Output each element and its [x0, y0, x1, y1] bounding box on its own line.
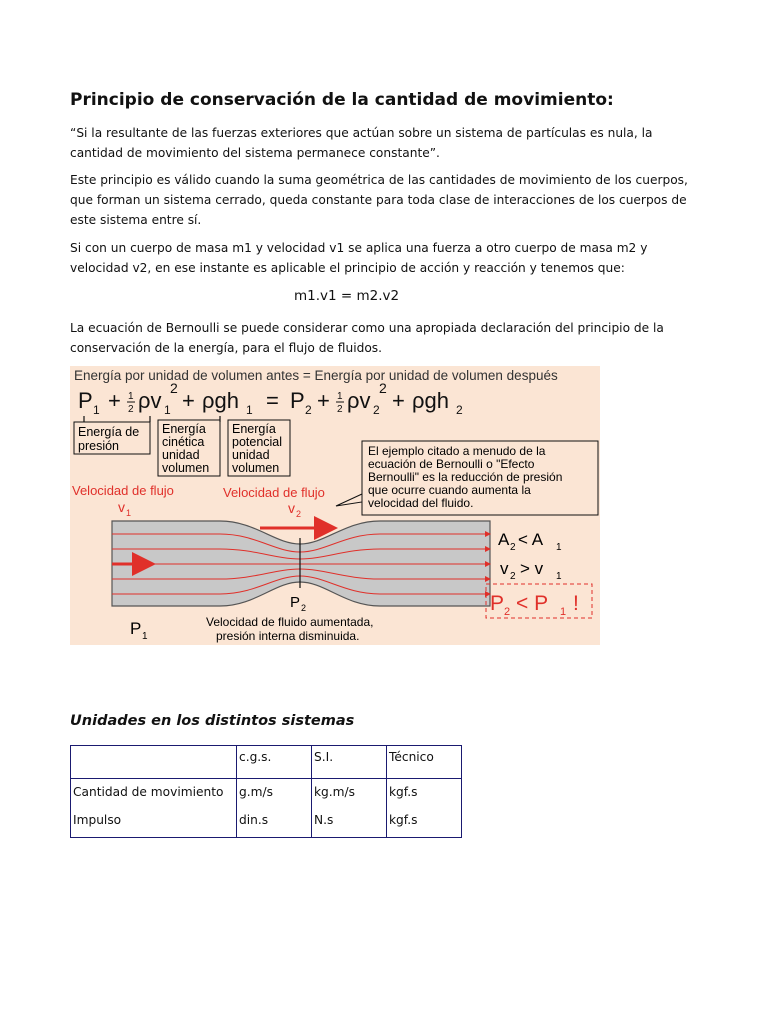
svg-text:1: 1 [560, 606, 567, 618]
table-header-cell [71, 746, 237, 779]
paragraph-quote: “Si la resultante de las fuerzas exteriores que actúan sobre un sistema de partículas es nula, la cantidad de movimiento del sistema permanece constante”. [70, 126, 653, 160]
svg-text:ρgh: ρgh [202, 388, 239, 413]
table-cell: kgf.s [389, 785, 418, 799]
svg-text:2: 2 [510, 571, 516, 582]
svg-text:1: 1 [93, 403, 100, 417]
table-header-cell: c.g.s. [237, 746, 312, 779]
note-l2: ecuación de Bernoulli o "Efecto [368, 457, 535, 471]
svg-text:1: 1 [556, 542, 562, 553]
box-pressure-l1: Energía de [78, 425, 140, 439]
figure-header: Energía por unidad de volumen antes = Energía por unidad de volumen después [74, 368, 558, 383]
paragraph-bernoulli: La ecuación de Bernoulli se puede considerar como una apropiada declaración del principio de la conservación de la energía, para el flujo de fluidos. [70, 321, 664, 355]
table-cell: kg.m/s [312, 779, 387, 810]
table-header-cell: Técnico [387, 746, 462, 779]
svg-text:1: 1 [164, 403, 171, 417]
svg-text:< P: < P [516, 592, 549, 615]
table-cell: N.s [312, 809, 387, 838]
svg-text:+: + [317, 388, 330, 413]
flow-label-left: Velocidad de flujo [72, 483, 174, 498]
table-cell: kgf.s [389, 813, 418, 827]
svg-text:1: 1 [246, 403, 253, 417]
svg-text:2: 2 [170, 380, 178, 396]
svg-text:v: v [118, 499, 125, 515]
table-row [71, 809, 462, 838]
bernoulli-figure [70, 366, 600, 645]
table-header-cell: S.I. [312, 746, 387, 779]
box-kinetic-l1: Energía [162, 422, 206, 436]
svg-text:P: P [130, 619, 142, 638]
svg-text:1: 1 [126, 508, 132, 518]
table-cell: Impulso [71, 809, 237, 838]
svg-text:v: v [500, 559, 509, 578]
caption-l2: presión interna disminuida. [216, 629, 360, 643]
note-l5: velocidad del fluido. [368, 496, 474, 510]
table-row [71, 779, 462, 810]
note-l4: que ocurre cuando aumenta la [368, 483, 531, 497]
svg-text:P: P [78, 388, 93, 413]
paragraph-action-reaction: Si con un cuerpo de masa m1 y velocidad v1 se aplica una fuerza a otro cuerpo de masa m2 y velocidad v2, en ese instante es aplicable el principio de acción y reacción y tenemos que: [70, 241, 648, 275]
svg-text:=: = [266, 388, 279, 413]
momentum-equation: m1.v1 = m2.v2 [294, 288, 400, 304]
svg-text:+: + [108, 388, 121, 413]
note-l1: El ejemplo citado a menudo de la [368, 444, 546, 458]
svg-text:P: P [490, 592, 505, 615]
note-l3: Bernoulli" es la reducción de presión [368, 470, 563, 484]
svg-text:2: 2 [510, 542, 516, 553]
box-kinetic-l4: volumen [162, 461, 210, 475]
svg-text:+: + [182, 388, 195, 413]
paragraph-principle: Este principio es válido cuando la suma geométrica de las cantidades de movimiento de los cuerpos, que forman un sistema cerrado, queda constante para toda clase de interacciones de los cuerpos de este sistema entre sí. [70, 173, 688, 227]
svg-text:2: 2 [337, 404, 343, 415]
svg-text:ρgh: ρgh [412, 388, 449, 413]
units-table [70, 745, 462, 838]
svg-text:P: P [290, 388, 305, 413]
svg-text:1: 1 [337, 391, 343, 402]
svg-text:2: 2 [128, 404, 134, 415]
box-potential-l4: volumen [232, 461, 280, 475]
svg-text:2: 2 [296, 509, 302, 519]
svg-text:A: A [498, 530, 510, 549]
svg-text:2: 2 [305, 403, 312, 417]
section-title: Unidades en los distintos sistemas [70, 713, 355, 729]
box-potential-l2: potencial [232, 435, 283, 449]
svg-text:2: 2 [456, 403, 463, 417]
bernoulli-equation-graphic [78, 380, 463, 417]
svg-text:2: 2 [373, 403, 380, 417]
table-cell: g.m/s [237, 779, 312, 810]
svg-text:1: 1 [142, 631, 148, 642]
svg-text:< A: < A [518, 530, 544, 549]
svg-text:!: ! [573, 592, 579, 615]
svg-text:+: + [392, 388, 405, 413]
box-kinetic-l3: unidad [162, 448, 200, 462]
svg-text:> v: > v [520, 559, 544, 578]
svg-text:ρv: ρv [138, 388, 162, 413]
svg-text:1: 1 [128, 391, 134, 402]
table-header-row [71, 746, 462, 779]
svg-text:2: 2 [504, 606, 511, 618]
svg-text:v: v [288, 500, 295, 516]
caption-l1: Velocidad de fluido aumentada, [206, 615, 374, 629]
box-kinetic-l2: cinética [162, 435, 205, 449]
svg-text:P: P [290, 594, 301, 611]
svg-text:2: 2 [301, 603, 307, 613]
page-title: Principio de conservación de la cantidad de movimiento: [70, 90, 614, 110]
table-cell: din.s [237, 809, 312, 838]
box-pressure-l2: presión [78, 439, 119, 453]
svg-text:1: 1 [556, 571, 562, 582]
table-cell: Cantidad de movimiento [71, 779, 237, 810]
flow-label-right: Velocidad de flujo [223, 485, 325, 500]
box-potential-l3: unidad [232, 448, 270, 462]
svg-text:2: 2 [379, 380, 387, 396]
box-potential-l1: Energía [232, 422, 276, 436]
svg-text:ρv: ρv [347, 388, 371, 413]
